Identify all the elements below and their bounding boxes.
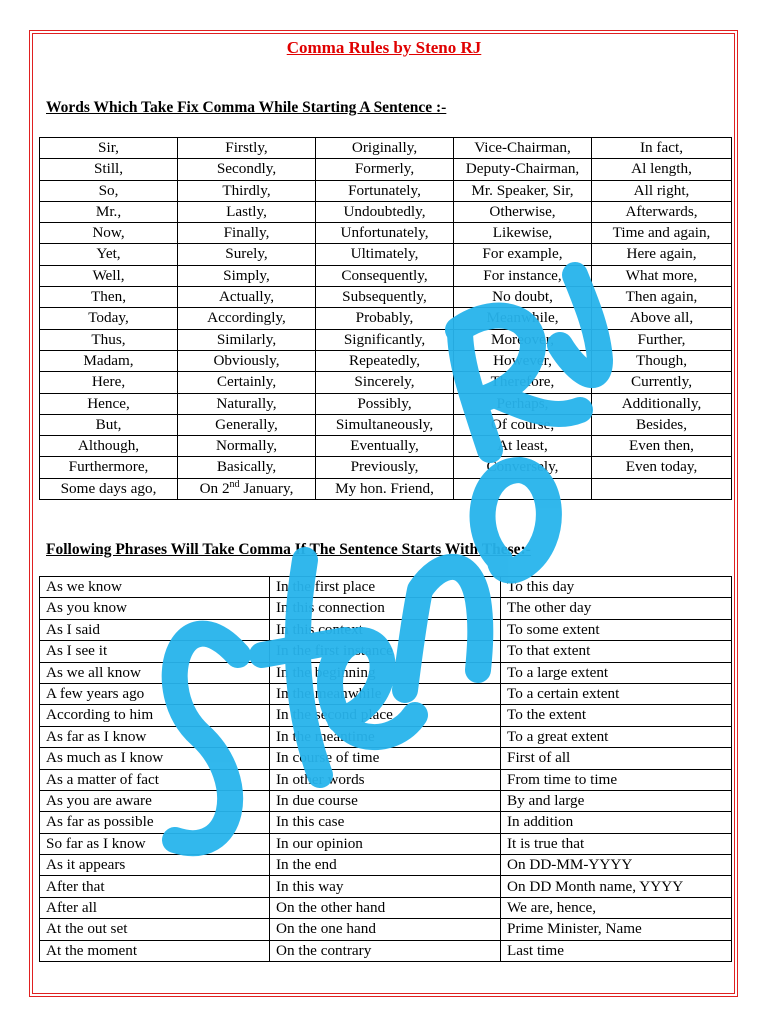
table-row	[40, 662, 732, 683]
table-cell	[178, 478, 316, 499]
table-cell: Time and again,	[592, 223, 732, 244]
fixed-comma-words-table	[39, 137, 732, 500]
date-suffix: January,	[239, 479, 294, 497]
table-cell: Generally,	[178, 414, 316, 435]
table-cell: Ultimately,	[316, 244, 454, 265]
table-cell: To that extent	[501, 641, 732, 662]
table-cell: Subsequently,	[316, 287, 454, 308]
table-cell: In this way	[270, 876, 501, 897]
table-row	[40, 329, 732, 350]
table-row	[40, 897, 732, 918]
table-cell: Previously,	[316, 457, 454, 478]
table-cell: Thirdly,	[178, 180, 316, 201]
table-cell	[592, 478, 732, 499]
table-row	[40, 833, 732, 854]
table-cell: As I said	[40, 619, 270, 640]
table-cell: In addition	[501, 812, 732, 833]
table-row	[40, 201, 732, 222]
table-cell: By and large	[501, 790, 732, 811]
table-cell: Simply,	[178, 265, 316, 286]
table-cell: On DD-MM-YYYY	[501, 855, 732, 876]
table-row	[40, 790, 732, 811]
table-cell: First of all	[501, 748, 732, 769]
table-cell: After all	[40, 897, 270, 918]
table-cell: Here again,	[592, 244, 732, 265]
table-cell: Though,	[592, 350, 732, 371]
table-cell: Prime Minister, Name	[501, 919, 732, 940]
table-cell: Furthermore,	[40, 457, 178, 478]
table-row	[40, 372, 732, 393]
table-cell: As far as I know	[40, 726, 270, 747]
table-row	[40, 159, 732, 180]
table-cell: Madam,	[40, 350, 178, 371]
table-cell: Sir,	[40, 138, 178, 159]
table-cell: Hence,	[40, 393, 178, 414]
table-row	[40, 223, 732, 244]
table-cell: Surely,	[178, 244, 316, 265]
table-cell: Well,	[40, 265, 178, 286]
table-cell: Then again,	[592, 287, 732, 308]
table-cell: Then,	[40, 287, 178, 308]
table-cell: As it appears	[40, 855, 270, 876]
table-cell: Last time	[501, 940, 732, 961]
table-cell: To this day	[501, 577, 732, 598]
table-cell: Consequently,	[316, 265, 454, 286]
table-cell: As we know	[40, 577, 270, 598]
table-row	[40, 919, 732, 940]
table-cell: As you know	[40, 598, 270, 619]
table-cell: In the first place	[270, 577, 501, 598]
table-cell: Mr. Speaker, Sir,	[454, 180, 592, 201]
table-cell: In the meanwhile	[270, 683, 501, 704]
ordinal-suffix: nd	[229, 478, 240, 490]
table-cell: Fortunately,	[316, 180, 454, 201]
table-cell: From time to time	[501, 769, 732, 790]
table-cell: In the meantime	[270, 726, 501, 747]
table-cell: Meanwhile,	[454, 308, 592, 329]
table-cell: In other words	[270, 769, 501, 790]
table-cell: Formerly,	[316, 159, 454, 180]
table-cell: At least,	[454, 436, 592, 457]
table-cell: But,	[40, 414, 178, 435]
table-cell: Obviously,	[178, 350, 316, 371]
table-row	[40, 940, 732, 961]
table-row	[40, 457, 732, 478]
table-cell: Accordingly,	[178, 308, 316, 329]
table-cell: Besides,	[592, 414, 732, 435]
table-cell: Simultaneously,	[316, 414, 454, 435]
table-cell: Further,	[592, 329, 732, 350]
table-row	[40, 577, 732, 598]
table-cell: Certainly,	[178, 372, 316, 393]
table-cell: At the moment	[40, 940, 270, 961]
table-cell: Vice-Chairman,	[454, 138, 592, 159]
table-cell: No doubt,	[454, 287, 592, 308]
section2-heading: Following Phrases Will Take Comma If The Sentence Starts With These:-	[46, 541, 531, 558]
table-cell: In our opinion	[270, 833, 501, 854]
table-row	[40, 726, 732, 747]
page-title: Comma Rules by Steno RJ	[286, 38, 482, 57]
table-cell: On the other hand	[270, 897, 501, 918]
table-cell: As you are aware	[40, 790, 270, 811]
table-cell: Even then,	[592, 436, 732, 457]
table-row	[40, 683, 732, 704]
table-cell: Deputy-Chairman,	[454, 159, 592, 180]
table-cell: As far as possible	[40, 812, 270, 833]
table-cell: Al length,	[592, 159, 732, 180]
table-cell: In course of time	[270, 748, 501, 769]
table-cell: Moreover,	[454, 329, 592, 350]
table-cell: Here,	[40, 372, 178, 393]
table-cell: To a large extent	[501, 662, 732, 683]
table-cell: Now,	[40, 223, 178, 244]
table-cell: However,	[454, 350, 592, 371]
table-cell: Basically,	[178, 457, 316, 478]
table-row	[40, 308, 732, 329]
table-cell: Even today,	[592, 457, 732, 478]
table-cell: For instance,	[454, 265, 592, 286]
table-row	[40, 244, 732, 265]
table-cell: So,	[40, 180, 178, 201]
table-cell: Sincerely,	[316, 372, 454, 393]
table-cell: To a great extent	[501, 726, 732, 747]
table-cell: As a matter of fact	[40, 769, 270, 790]
table-cell: Conversely,	[454, 457, 592, 478]
table-row	[40, 350, 732, 371]
table-cell: Some days ago,	[40, 478, 178, 499]
table-cell	[454, 478, 592, 499]
table-cell: In this connection	[270, 598, 501, 619]
table-cell: Mr.,	[40, 201, 178, 222]
table-cell: As much as I know	[40, 748, 270, 769]
table-row	[40, 478, 732, 499]
table-row	[40, 265, 732, 286]
table-cell: Eventually,	[316, 436, 454, 457]
table-cell: Perhaps,	[454, 393, 592, 414]
table-cell: To a certain extent	[501, 683, 732, 704]
table-cell: Lastly,	[178, 201, 316, 222]
table-row	[40, 436, 732, 457]
table-cell: So far as I know	[40, 833, 270, 854]
table-cell: Probably,	[316, 308, 454, 329]
table-cell: Finally,	[178, 223, 316, 244]
date-prefix: On 2	[199, 479, 230, 497]
table-row	[40, 393, 732, 414]
table-cell: A few years ago	[40, 683, 270, 704]
table-cell: In due course	[270, 790, 501, 811]
table-cell: Normally,	[178, 436, 316, 457]
table-cell: Possibly,	[316, 393, 454, 414]
table-row	[40, 769, 732, 790]
table-cell: In the beginning	[270, 662, 501, 683]
comma-phrases-table	[39, 576, 732, 962]
table-cell: Thus,	[40, 329, 178, 350]
table-cell: In the end	[270, 855, 501, 876]
table-cell: On the contrary	[270, 940, 501, 961]
table-row	[40, 876, 732, 897]
table-cell: Originally,	[316, 138, 454, 159]
table-cell: Secondly,	[178, 159, 316, 180]
table-cell: Similarly,	[178, 329, 316, 350]
table-cell: On the one hand	[270, 919, 501, 940]
table-cell: Still,	[40, 159, 178, 180]
table-cell: Actually,	[178, 287, 316, 308]
table-cell: In fact,	[592, 138, 732, 159]
table-cell: Undoubtedly,	[316, 201, 454, 222]
section1-heading: Words Which Take Fix Comma While Starting A Sentence :-	[46, 99, 447, 116]
table-cell: Firstly,	[178, 138, 316, 159]
table-cell: As I see it	[40, 641, 270, 662]
table-cell: According to him	[40, 705, 270, 726]
table-cell: Of course,	[454, 414, 592, 435]
table-cell: In the first instance	[270, 641, 501, 662]
table-cell: All right,	[592, 180, 732, 201]
table-row	[40, 812, 732, 833]
table-cell: In this case	[270, 812, 501, 833]
table-cell: Unfortunately,	[316, 223, 454, 244]
table-row	[40, 705, 732, 726]
table-cell: My hon. Friend,	[316, 478, 454, 499]
table-cell: Likewise,	[454, 223, 592, 244]
table-cell: For example,	[454, 244, 592, 265]
table-row	[40, 619, 732, 640]
table-cell: Additionally,	[592, 393, 732, 414]
table-cell: We are, hence,	[501, 897, 732, 918]
table-cell: To some extent	[501, 619, 732, 640]
table-cell: Although,	[40, 436, 178, 457]
table-row	[40, 287, 732, 308]
table-row	[40, 641, 732, 662]
table-row	[40, 414, 732, 435]
table-cell: After that	[40, 876, 270, 897]
table-cell: It is true that	[501, 833, 732, 854]
table-cell: Repeatedly,	[316, 350, 454, 371]
table-row	[40, 855, 732, 876]
table-cell: What more,	[592, 265, 732, 286]
table-row	[40, 598, 732, 619]
table-cell: At the out set	[40, 919, 270, 940]
table-cell: Yet,	[40, 244, 178, 265]
table-cell: On DD Month name, YYYY	[501, 876, 732, 897]
table-cell: Therefore,	[454, 372, 592, 393]
table-cell: To the extent	[501, 705, 732, 726]
table-cell: Otherwise,	[454, 201, 592, 222]
table-cell: Today,	[40, 308, 178, 329]
table-cell: The other day	[501, 598, 732, 619]
table-cell: In the second place	[270, 705, 501, 726]
table-cell: Significantly,	[316, 329, 454, 350]
table-cell: Above all,	[592, 308, 732, 329]
table-cell: In this context	[270, 619, 501, 640]
table-row	[40, 180, 732, 201]
table-cell: Afterwards,	[592, 201, 732, 222]
table-row	[40, 138, 732, 159]
table-row	[40, 748, 732, 769]
table-cell: As we all know	[40, 662, 270, 683]
table-cell: Naturally,	[178, 393, 316, 414]
table-cell: Currently,	[592, 372, 732, 393]
